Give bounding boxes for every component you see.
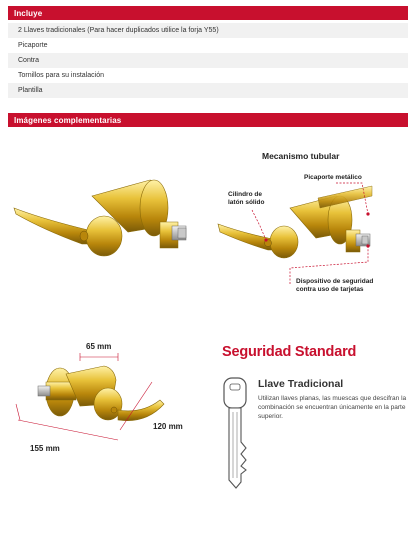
dimension-length: 155 mm <box>30 444 60 453</box>
dimension-depth: 120 mm <box>153 422 183 431</box>
lever-lock-image <box>14 180 186 256</box>
list-item: Plantilla <box>8 83 408 98</box>
callout-security-text: Dispositivo de seguridad contra uso de tarjetas <box>296 278 374 293</box>
callout-latch: Picaporte metálico <box>304 174 362 181</box>
key-description: Utilizan llaves planas, las muescas que descifran la combinación se encuentran únicamente en la parte superior. <box>258 395 407 420</box>
list-item: Picaporte <box>8 38 408 53</box>
callout-cylinder-text: Cilindro de latón sólido <box>228 191 265 206</box>
includes-header: Incluye <box>8 6 408 20</box>
images-header: Imágenes complementarias <box>8 113 408 127</box>
callout-cylinder <box>228 191 264 207</box>
key-title: Llave Tradicional <box>258 378 344 390</box>
list-item: Tornillos para su instalación <box>8 68 408 83</box>
callout-security <box>296 278 373 294</box>
dimension-width: 65 mm <box>86 342 112 351</box>
security-title: Seguridad Standard <box>222 344 357 360</box>
list-item: Contra <box>8 53 408 68</box>
dimension-lock-image <box>38 366 164 421</box>
key-icon <box>224 378 246 488</box>
list-item: 2 Llaves tradicionales (Para hacer duplicados utilice la forja Y55) <box>8 23 408 38</box>
mechanism-title: Mecanismo tubular <box>262 151 340 161</box>
